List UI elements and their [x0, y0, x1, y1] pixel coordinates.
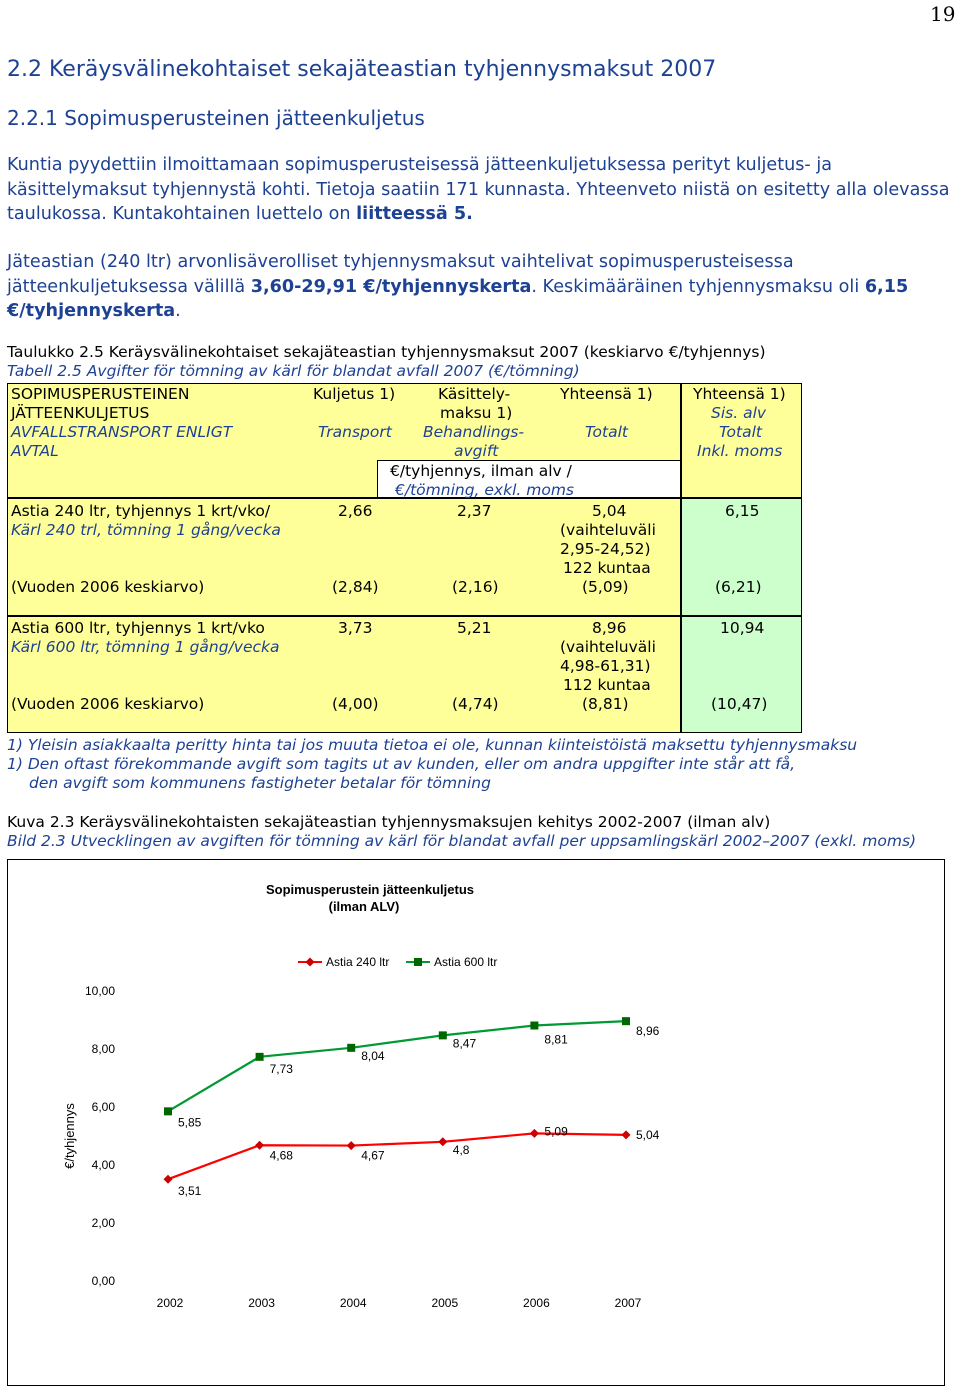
- x-axis-ticks: [157, 1296, 642, 1310]
- x-tick-label: 2006: [523, 1296, 550, 1310]
- data-point: [530, 1022, 538, 1030]
- row-240-prev-total: (5,09): [582, 578, 629, 596]
- page-number: 19: [930, 2, 956, 26]
- chart-svg: [8, 860, 946, 1387]
- legend-marker: [414, 958, 422, 966]
- header-col0-sv-1: AVFALLSTRANSPORT ENLIGT: [11, 423, 233, 441]
- data-point: [164, 1175, 173, 1184]
- row-600-prev-transport: (4,00): [332, 695, 379, 713]
- figure-caption-fi: Kuva 2.3 Keräysvälinekohtaisten sekajäteastian tyhjennysmaksujen kehitys 2002-2007 (ilman alv): [7, 813, 771, 831]
- footnote-fi: 1) Yleisin asiakkaalta peritty hinta tai jos muuta tietoa ei ole, kunnan kiinteistöistä maksettu tyhjennysmaksu: [7, 736, 858, 754]
- y-axis-label: €/tyhjennys: [62, 1103, 77, 1169]
- row-600-prev-total-vat: (10,47): [711, 695, 768, 713]
- x-tick-label: 2002: [156, 1296, 184, 1310]
- row-600-transport: 3,73: [338, 619, 373, 637]
- y-axis-ticks: [85, 984, 115, 1288]
- row-240-prev-handling: (2,16): [452, 578, 499, 596]
- series-line-240: [168, 1133, 626, 1179]
- data-point: [347, 1141, 356, 1150]
- y-tick-label: 6,00: [91, 1100, 115, 1114]
- x-tick-label: 2004: [339, 1296, 367, 1310]
- row-600-total-vat: 10,94: [720, 619, 765, 637]
- legend-label: Astia 600 ltr: [434, 955, 498, 969]
- data-label: 5,09: [544, 1124, 568, 1139]
- header-vat-fi: Sis. alv: [711, 404, 767, 422]
- chart-series: [164, 1017, 660, 1198]
- data-label: 8,81: [544, 1032, 568, 1047]
- data-point: [622, 1017, 630, 1025]
- data-label: 7,73: [269, 1061, 293, 1076]
- data-point: [530, 1129, 539, 1138]
- data-label: 8,96: [636, 1024, 660, 1039]
- fee-paragraph: [7, 250, 952, 324]
- data-point: [347, 1044, 355, 1052]
- row-240-municipalities: 122 kuntaa: [563, 559, 651, 577]
- row-600-prev-total: (8,81): [582, 695, 629, 713]
- row-600-range-2: 4,98-61,31): [560, 657, 651, 675]
- unit-sv: €/tömning, exkl. moms: [395, 481, 574, 499]
- row-240-prev-transport: (2,84): [332, 578, 379, 596]
- fee-range: 3,60-29,91 €/tyhjennyskerta: [250, 276, 532, 297]
- header-handling-sv-1: Behandlings-: [423, 423, 525, 441]
- x-tick-label: 2007: [614, 1296, 642, 1310]
- y-tick-label: 8,00: [91, 1042, 115, 1056]
- data-point: [256, 1053, 264, 1061]
- fee-text-3: .: [175, 301, 181, 321]
- table-caption-fi: Taulukko 2.5 Keräysvälinekohtaiset sekajäteastian tyhjennysmaksut 2007 (keskiarvo €/tyhjennys): [7, 343, 766, 361]
- data-point: [164, 1107, 172, 1115]
- legend-marker: [306, 958, 315, 967]
- header-handling-sv-2: avgift: [454, 442, 499, 460]
- data-label: 4,68: [269, 1148, 293, 1163]
- subsection-heading: 2.2.1 Sopimusperusteinen jätteenkuljetus: [7, 106, 425, 130]
- row-600-label-sv: Kärl 600 ltr, tömning 1 gång/vecka: [11, 638, 280, 656]
- y-tick-label: 4,00: [91, 1158, 115, 1172]
- data-label: 3,51: [178, 1184, 202, 1199]
- data-label: 4,8: [452, 1142, 470, 1157]
- row-240-label-fi: Astia 240 ltr, tyhjennys 1 krt/vko/: [11, 502, 271, 520]
- legend-label: Astia 240 ltr: [326, 955, 390, 969]
- x-tick-label: 2003: [248, 1296, 275, 1310]
- row-600-total: 8,96: [592, 619, 627, 637]
- row-600-prev-label: (Vuoden 2006 keskiarvo): [11, 695, 205, 713]
- figure-caption-sv: Bild 2.3 Utvecklingen av avgiften för tömning av kärl för blandat avfall per uppsamlingskärl 2002–2007 (exkl. moms): [7, 832, 917, 850]
- header-col0-sv-2: AVTAL: [11, 442, 59, 460]
- intro-paragraph: [7, 153, 952, 227]
- row-600-handling: 5,21: [457, 619, 492, 637]
- header-transport-sv: Transport: [318, 423, 392, 441]
- data-label: 5,85: [178, 1115, 202, 1130]
- y-tick-label: 2,00: [91, 1216, 115, 1230]
- x-tick-label: 2005: [431, 1296, 459, 1310]
- appendix-reference: liitteessä 5.: [356, 204, 473, 224]
- row-240-prev-label: (Vuoden 2006 keskiarvo): [11, 578, 205, 596]
- table-caption-sv: Tabell 2.5 Avgifter för tömning av kärl för blandat avfall 2007 (€/tömning): [7, 362, 580, 380]
- fee-text-2: . Keskimääräinen tyhjennysmaksu oli: [531, 276, 865, 297]
- header-total-vat-sv-2: Inkl. moms: [697, 442, 783, 460]
- header-total-sv: Totalt: [585, 423, 628, 441]
- fee-trend-chart: [7, 859, 945, 1386]
- intro-text: Kuntia pyydettiin ilmoittamaan sopimusperusteisessä jätteenkuljetuksessa perityt kuljetus- ja käsittelymaksut tyhjennystä kohti. Tietoja saatiin 171 kunnasta. Yhteenveto niistä on esitetty alla olevassa taulukossa. Kuntakohtainen luettelo on: [7, 155, 950, 224]
- header-handling-fi-1: Käsittely-: [438, 385, 511, 403]
- header-col0-fi-1: SOPIMUSPERUSTEINEN: [11, 385, 190, 403]
- unit-fi: €/tyhjennys, ilman alv /: [390, 462, 572, 480]
- header-col0-fi-2: JÄTTEENKULJETUS: [11, 404, 150, 422]
- row-240-total: 5,04: [592, 502, 627, 520]
- fee-table: [7, 383, 802, 733]
- data-point: [255, 1141, 264, 1150]
- data-label: 8,04: [361, 1048, 385, 1063]
- row-240-handling: 2,37: [457, 502, 492, 520]
- chart-title-line1: Sopimusperustein jätteenkuljetus: [265, 882, 475, 897]
- row-240-transport: 2,66: [338, 502, 373, 520]
- row-600-prev-handling: (4,74): [452, 695, 499, 713]
- section-heading: 2.2 Keräysvälinekohtaiset sekajäteastian tyhjennysmaksut 2007: [7, 57, 717, 82]
- row-240-label-sv: Kärl 240 trl, tömning 1 gång/vecka: [11, 521, 281, 539]
- row-240-total-vat: 6,15: [725, 502, 760, 520]
- header-total-fi: Yhteensä 1): [560, 385, 653, 403]
- row-240-range-1: (vaihteluväli: [560, 521, 656, 539]
- chart-title-line2: (ilman ALV): [328, 899, 400, 914]
- data-point: [439, 1031, 447, 1039]
- y-tick-label: 10,00: [84, 984, 115, 998]
- data-label: 4,67: [361, 1148, 385, 1163]
- header-handling-fi-2: maksu 1): [440, 404, 513, 422]
- data-label: 8,47: [452, 1036, 477, 1051]
- row-240-range-2: 2,95-24,52): [560, 540, 651, 558]
- fee-text-1: Jäteastian (240 ltr) arvonlisäverolliset tyhjennysmaksut vaihtelivat sopimusperusteisessa jätteenkuljetuksessa välillä: [7, 252, 794, 297]
- row-600-label-fi: Astia 600 ltr, tyhjennys 1 krt/vko: [11, 619, 265, 637]
- data-label: 5,04: [636, 1127, 660, 1142]
- footnote-sv-1: 1) Den oftast förekommande avgift som tagits ut av kunden, eller om andra uppgifter inte står att få,: [7, 755, 796, 773]
- row-600-municipalities: 112 kuntaa: [563, 676, 651, 694]
- y-tick-label: 0,00: [91, 1274, 115, 1288]
- footnote-sv-2: den avgift som kommunens fastigheter betalar för tömning: [29, 774, 491, 792]
- fee-average: 6,15 €/tyhjennyskerta: [7, 276, 909, 321]
- data-point: [438, 1137, 447, 1146]
- chart-legend: [298, 955, 497, 969]
- row-600-range-1: (vaihteluväli: [560, 638, 656, 656]
- header-total-vat-fi: Yhteensä 1): [693, 385, 786, 403]
- row-240-prev-total-vat: (6,21): [715, 578, 762, 596]
- data-point: [622, 1130, 631, 1139]
- header-total-vat-sv-1: Totalt: [719, 423, 762, 441]
- header-transport-fi: Kuljetus 1): [313, 385, 396, 403]
